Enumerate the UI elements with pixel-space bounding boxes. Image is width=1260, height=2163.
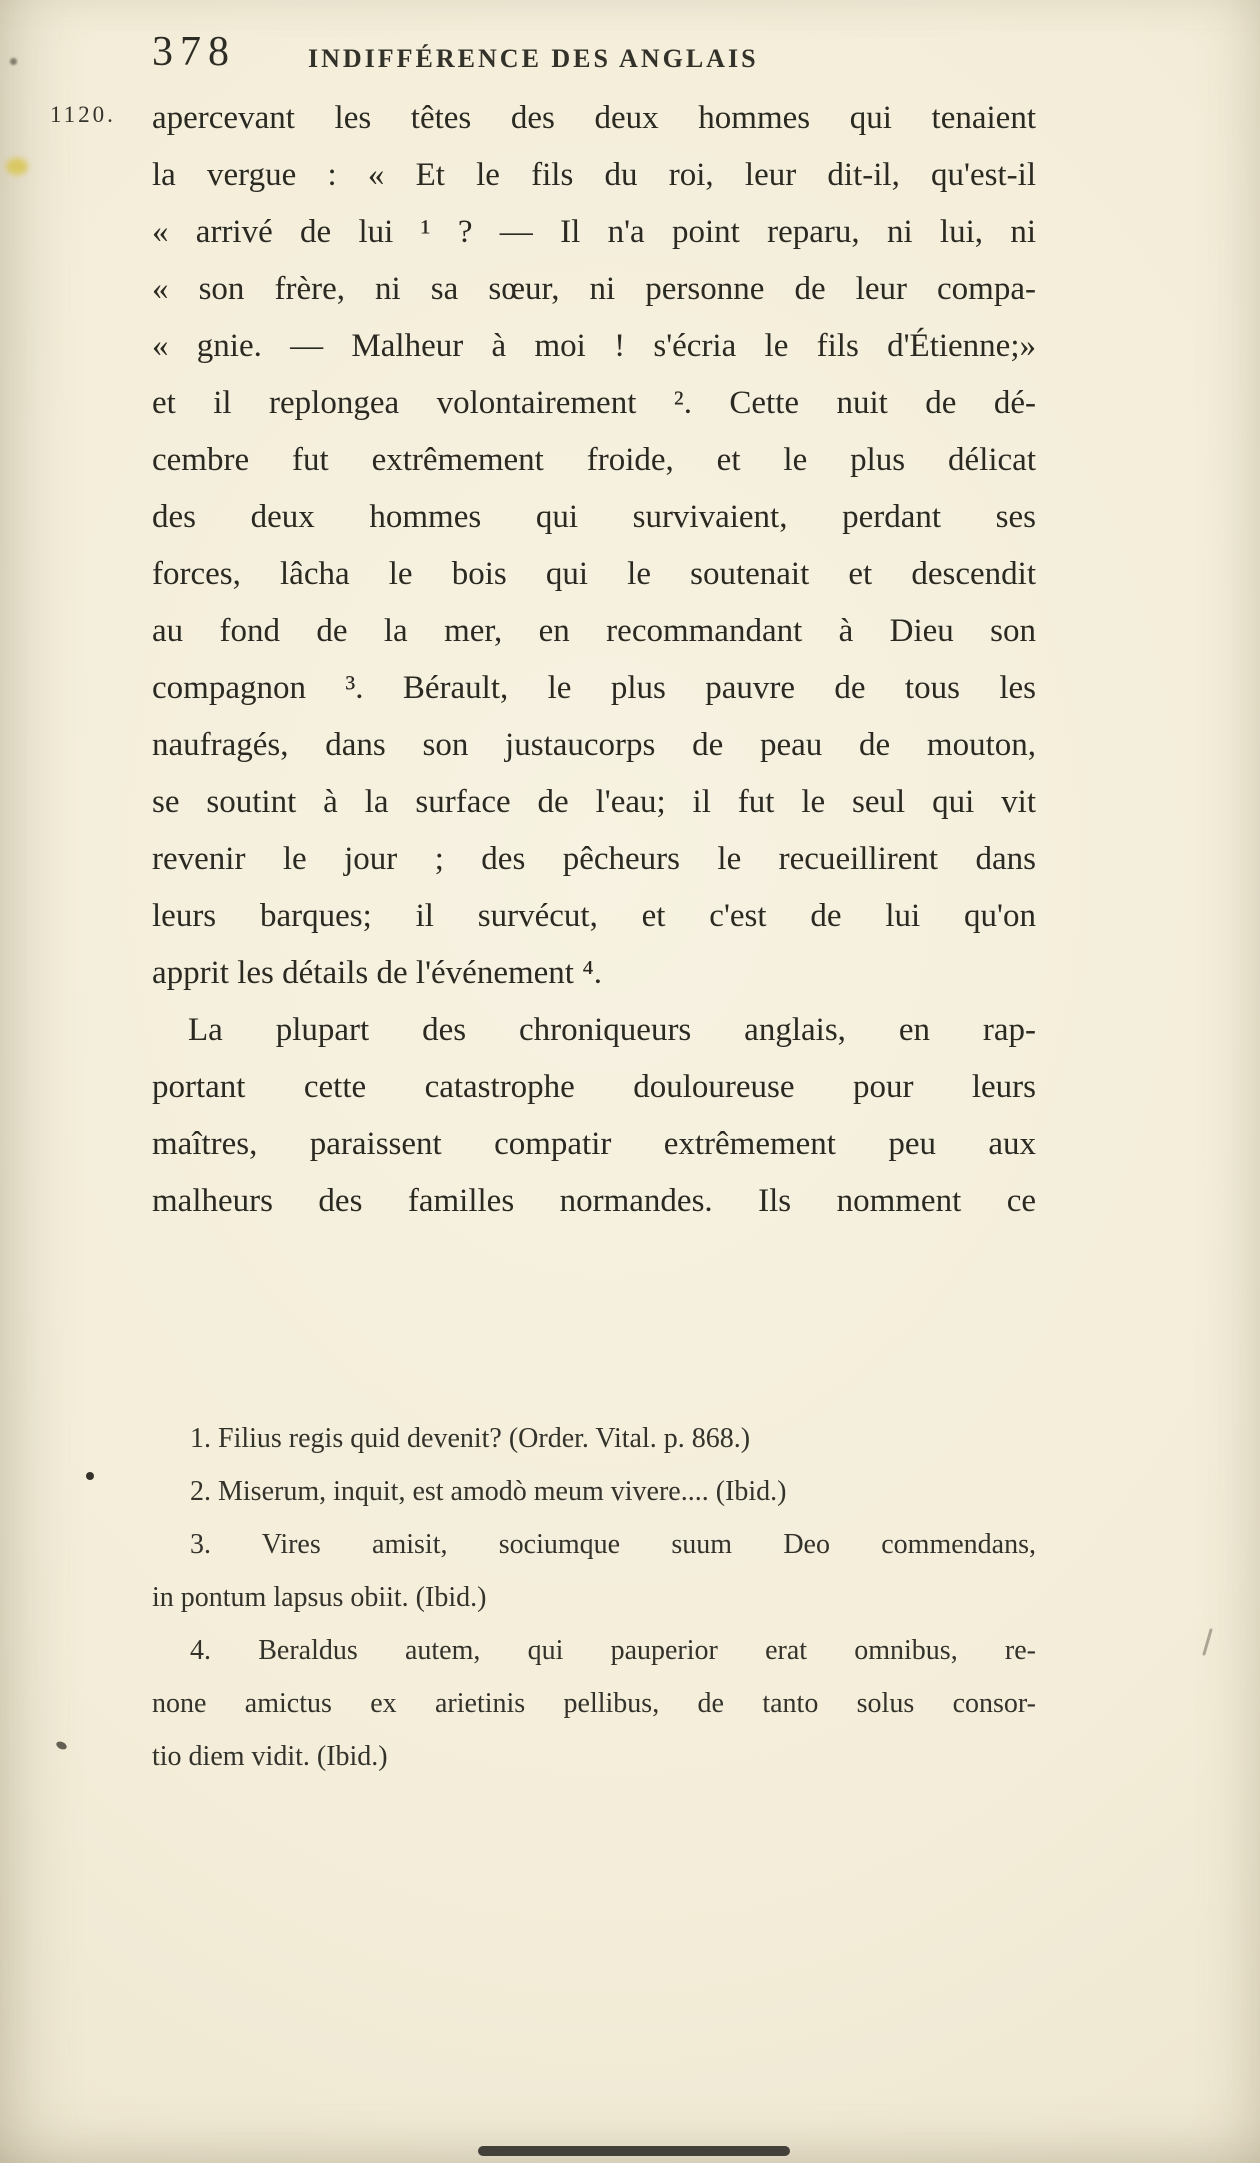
body-text-line: au fond de la mer, en recommandant à Dieu son bbox=[152, 613, 1036, 649]
body-text-line: portant cette catastrophe douloureuse pour leurs bbox=[152, 1069, 1036, 1105]
scan-artifact-mark bbox=[55, 1740, 68, 1751]
body-text-line: se soutint à la surface de l'eau; il fut le seul qui vit bbox=[152, 784, 1036, 820]
body-text-line: « son frère, ni sa sœur, ni personne de leur compa- bbox=[152, 271, 1036, 307]
footnote-line: 3. Vires amisit, sociumque suum Deo commendans, bbox=[190, 1529, 1036, 1560]
footnote-line: tio diem vidit. (Ibid.) bbox=[152, 1741, 388, 1772]
body-text-line: leurs barques; il survécut, et c'est de lui qu'on bbox=[152, 898, 1036, 934]
body-text-line: malheurs des familles normandes. Ils nomment ce bbox=[152, 1183, 1036, 1219]
body-text-line: forces, lâcha le bois qui le soutenait et descendit bbox=[152, 556, 1036, 592]
body-text-line: apprit les détails de l'événement ⁴. bbox=[152, 955, 602, 991]
body-text-line: revenir le jour ; des pêcheurs le recueillirent dans bbox=[152, 841, 1036, 877]
body-text-line: la vergue : « Et le fils du roi, leur dit-il, qu'est-il bbox=[152, 157, 1036, 193]
footnote-line: 2. Miserum, inquit, est amodò meum vivere.... (Ibid.) bbox=[190, 1476, 787, 1507]
running-header-title: INDIFFÉRENCE DES ANGLAIS bbox=[308, 44, 759, 73]
margin-year-note: 1120. bbox=[50, 102, 116, 127]
scan-artifact-yellow-spot bbox=[6, 158, 28, 175]
body-text-line: et il replongea volontairement ². Cette nuit de dé- bbox=[152, 385, 1036, 421]
scan-artifact-dot bbox=[86, 1472, 94, 1480]
footnotes-block bbox=[152, 1412, 1036, 1783]
body-text-line: « gnie. — Malheur à moi ! s'écria le fils d'Étienne;» bbox=[152, 328, 1036, 364]
body-text-line: naufragés, dans son justaucorps de peau de mouton, bbox=[152, 727, 1036, 763]
body-text-line: « arrivé de lui ¹ ? — Il n'a point reparu, ni lui, ni bbox=[152, 214, 1036, 250]
body-text-block bbox=[152, 90, 1036, 1230]
body-text-line: des deux hommes qui survivaient, perdant ses bbox=[152, 499, 1036, 535]
body-text-line: cembre fut extrêmement froide, et le plus délicat bbox=[152, 442, 1036, 478]
body-text-line: compagnon ³. Bérault, le plus pauvre de tous les bbox=[152, 670, 1036, 706]
page-number: 378 bbox=[152, 29, 236, 75]
body-text-line: maîtres, paraissent compatir extrêmement peu aux bbox=[152, 1126, 1036, 1162]
scan-artifact-stray-line bbox=[1202, 1628, 1213, 1656]
scan-artifact-bottom-bar bbox=[478, 2146, 790, 2156]
body-text-line: apercevant les têtes des deux hommes qui tenaient bbox=[152, 100, 1036, 136]
footnote-line: 4. Beraldus autem, qui pauperior erat omnibus, re- bbox=[190, 1635, 1036, 1666]
footnote-line: in pontum lapsus obiit. (Ibid.) bbox=[152, 1582, 487, 1613]
footnote-line: none amictus ex arietinis pellibus, de tanto solus consor- bbox=[152, 1688, 1036, 1719]
body-text-line: La plupart des chroniqueurs anglais, en rap- bbox=[188, 1012, 1036, 1048]
scan-artifact-fleck bbox=[10, 58, 17, 65]
footnote-line: 1. Filius regis quid devenit? (Order. Vital. p. 868.) bbox=[190, 1423, 751, 1454]
